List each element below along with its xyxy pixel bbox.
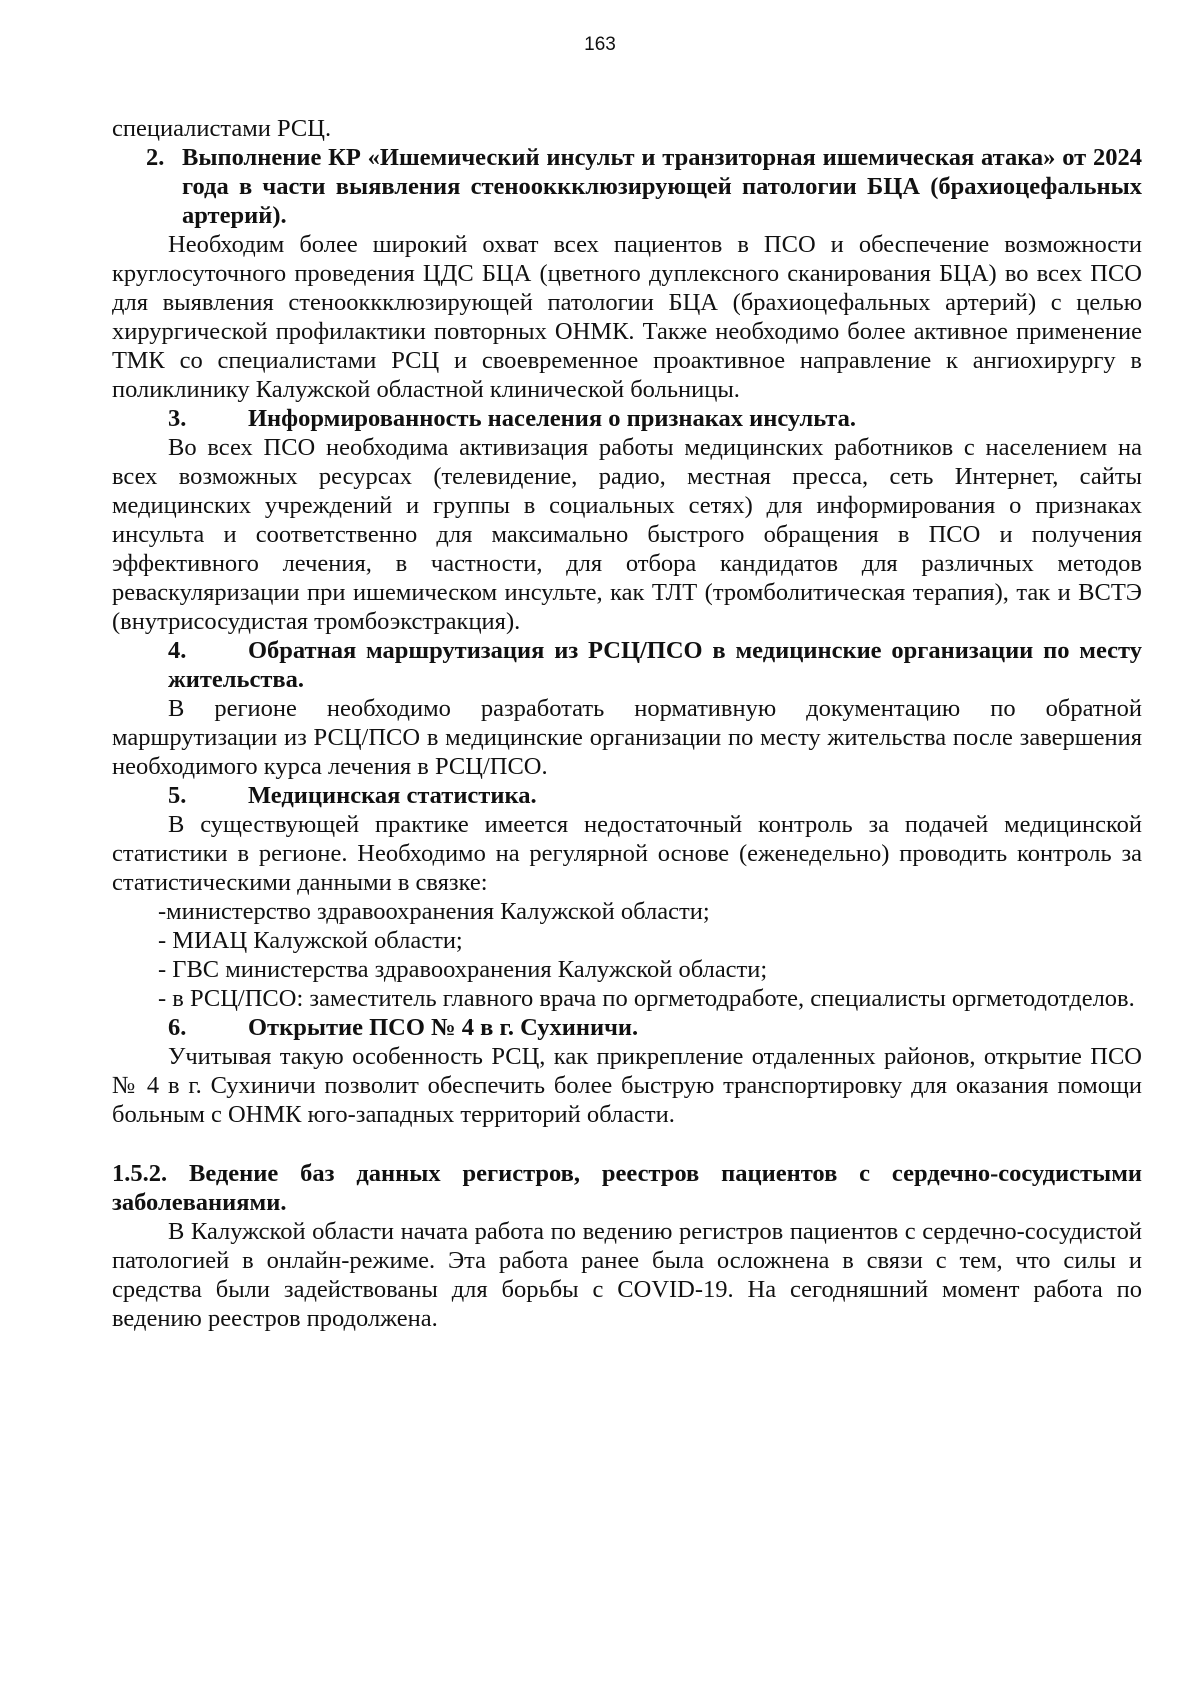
item-title: Выполнение КР «Ишемический инсульт и транзиторная ишемическая атака» от 2024 года в части выявления стенооккклюзирующей патологии БЦА (брахиоцефальных артерий). xyxy=(182,144,1142,229)
list-item: - в РСЦ/ПСО: заместитель главного врача по оргметодработе, специалисты оргметодотделов. xyxy=(158,985,1135,1012)
list-item: - ГВС министерства здравоохранения Калужской области; xyxy=(158,956,768,983)
paragraph-item-5: В существующей практике имеется недостаточный контроль за подачей медицинской статистики в регионе. Необходимо на регулярной основе (еженедельно) проводить контроль за статистическими данными в связке: xyxy=(112,811,1142,896)
spacer xyxy=(112,1129,1142,1159)
paragraph-item-3: Во всех ПСО необходима активизация работы медицинских работников с населением на всех возможных ресурсах (телевидение, радио, местная пресса, сеть Интернет, сайты медицинских учреждений и группы в социальных сетях) для информирования о признаках инсульта и соответственно для максимально быстрого обращения в ПСО и получения эффективного лечения, в частности, для отбора кандидатов для различных методов реваскуляризации при ишемическом инсульте, как ТЛТ (тромболитическая терапия), так и ВСТЭ (внутрисосудистая тромбоэкстракция). xyxy=(112,434,1142,635)
paragraph-item-2: Необходим более широкий охват всех пациентов в ПСО и обеспечение возможности круглосуточного проведения ЦДС БЦА (цветного дуплексного сканирования БЦА) во всех ПСО для выявления стенооккклюзирующей патологии БЦА (брахиоцефальных артерий) с целью хирургической профилактики повторных ОНМК. Также необходимо более активное применение ТМК со специалистами РСЦ и своевременное проактивное направление к ангиохирургу в поликлинику Калужской областной клинической больницы. xyxy=(112,231,1142,403)
paragraph-item-6: Учитывая такую особенность РСЦ, как прикрепление отдаленных районов, открытие ПСО № 4 в г. Сухиничи позволит обеспечить более быструю транспортировку для оказания помощи больным с ОНМК юго-западных территорий области. xyxy=(112,1043,1142,1128)
item-number: 5. xyxy=(168,782,187,809)
numbered-heading-2 xyxy=(112,143,1142,230)
item-number: 3. xyxy=(168,405,187,432)
item-title: Открытие ПСО № 4 в г. Сухиничи. xyxy=(248,1014,639,1041)
section-title: 1.5.2. Ведение баз данных регистров, реестров пациентов с сердечно-сосудистыми заболеваниями. xyxy=(112,1160,1142,1216)
item-number: 6. xyxy=(168,1014,187,1041)
paragraph-continuation: специалистами РСЦ. xyxy=(112,115,332,142)
paragraph-section: В Калужской области начата работа по ведению регистров пациентов с сердечно-сосудистой патологией в онлайн-режиме. Эта работа ранее была осложнена в связи с тем, что силы и средства были задействованы для борьбы с COVID-19. На сегодняшний момент работа по ведению реестров продолжена. xyxy=(112,1218,1142,1332)
item-title: Информированность населения о признаках инсульта. xyxy=(248,405,857,432)
paragraph-item-4: В регионе необходимо разработать нормативную документацию по обратной маршрутизации из РСЦ/ПСО в медицинские организации по месту жительства после завершения необходимого курса лечения в РСЦ/ПСО. xyxy=(112,695,1142,780)
numbered-heading-4 xyxy=(112,636,1142,694)
page-number: 163 xyxy=(584,34,616,55)
item-number: 4. xyxy=(168,637,187,664)
numbered-heading-6 xyxy=(112,1013,1142,1042)
numbered-heading-5 xyxy=(112,781,1142,810)
item-title: Медицинская статистика. xyxy=(248,782,537,809)
item-number: 2. xyxy=(146,144,165,171)
item-title: Обратная маршрутизация из РСЦ/ПСО в медицинские организации по месту жительства. xyxy=(168,637,1142,693)
document-body xyxy=(112,114,1142,1333)
list-item: - МИАЦ Калужской области; xyxy=(158,927,463,954)
list-item: -министерство здравоохранения Калужской области; xyxy=(158,898,710,925)
numbered-heading-3 xyxy=(112,404,1142,433)
